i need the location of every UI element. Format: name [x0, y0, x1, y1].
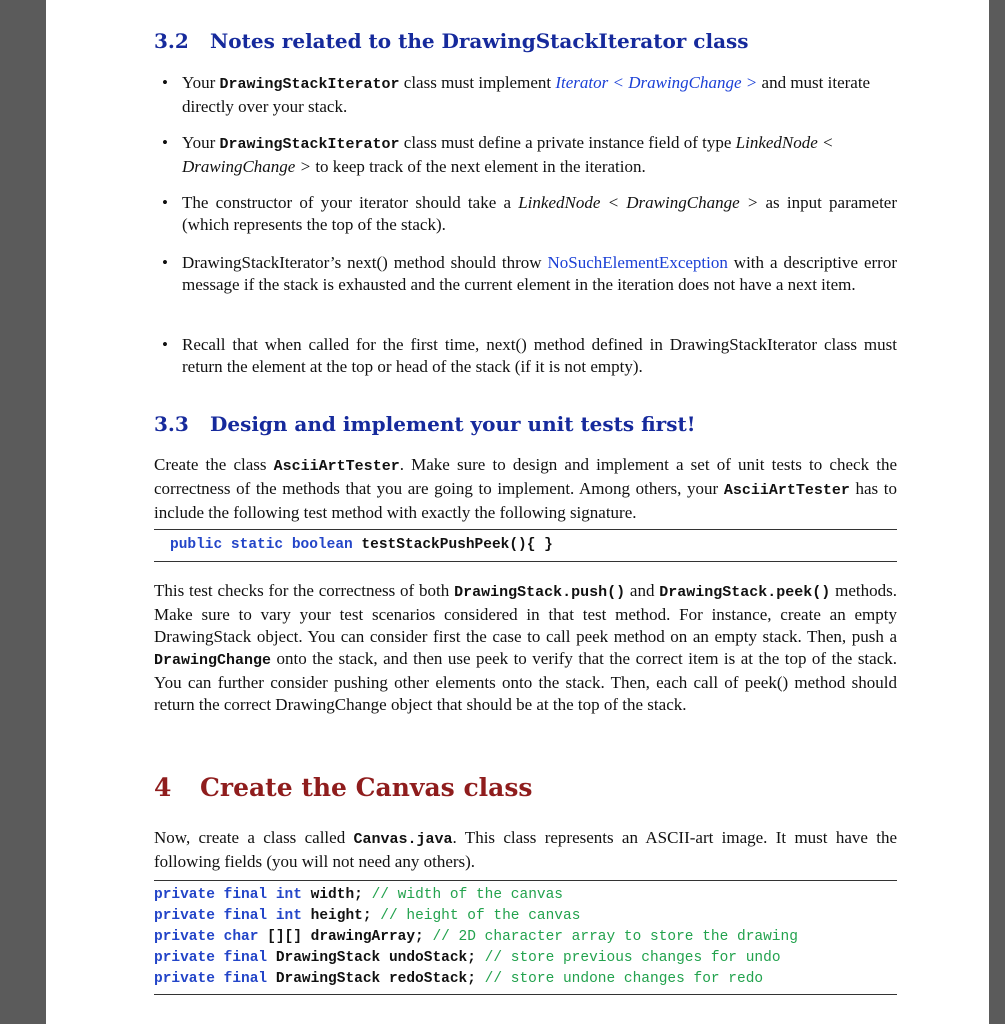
inline-code: DrawingStackIterator	[219, 76, 400, 93]
list-item: • DrawingStackIterator’s next() method should throw NoSuchElementException with a descriptive error message if the stack is exhausted and the current element in the iteration does not have a next item.	[162, 253, 897, 294]
bullet-icon: •	[162, 335, 168, 354]
paragraph: Now, create a class called Canvas.java. This class represents an ASCII-art image. It must have the following fields (you will not need any others).	[154, 828, 897, 871]
inline-code: DrawingStack.push()	[454, 584, 626, 601]
code-rule-bottom	[154, 994, 897, 995]
inline-code: AsciiArtTester	[723, 482, 850, 499]
section-number: 4	[154, 773, 172, 802]
section-title: Notes related to the DrawingStackIterator class	[210, 29, 749, 53]
heading-3-2	[154, 29, 749, 53]
section-number: 3.2	[154, 29, 189, 53]
heading-3-3	[154, 412, 695, 436]
code-comment: // store undone changes for redo	[484, 971, 764, 987]
inline-math: LinkedNode < DrawingChange >	[182, 133, 834, 176]
inline-code: DrawingChange	[154, 652, 272, 669]
inline-code: AsciiArtTester	[273, 458, 400, 475]
code-rule-top	[154, 880, 897, 881]
section-number: 3.3	[154, 412, 189, 436]
bullet-icon: •	[162, 253, 168, 272]
list-item: • Recall that when called for the first time, next() method defined in DrawingStackIterator class must return the element at the top or head of the stack (if it is not empty).	[162, 335, 897, 376]
code-line: private char [][] drawingArray; // 2D character array to store the drawing	[154, 929, 798, 945]
code-line: private final DrawingStack redoStack; // store undone changes for redo	[154, 971, 764, 987]
inline-code: DrawingStack.peek()	[659, 584, 831, 601]
code-comment: // 2D character array to store the drawing	[432, 929, 798, 945]
exception-link[interactable]: NoSuchElementException	[547, 253, 728, 272]
section-title: Design and implement your unit tests first!	[210, 412, 696, 436]
code-comment: // height of the canvas	[380, 908, 581, 924]
code-rule-top	[154, 529, 897, 530]
code-line: private final DrawingStack undoStack; // store previous changes for undo	[154, 950, 781, 966]
list-item: • Your DrawingStackIterator class must define a private instance field of type LinkedNode < DrawingChange > to keep track of the next element in the iteration.	[162, 133, 834, 176]
code-line: private final int width; // width of the canvas	[154, 887, 563, 903]
heading-4	[154, 773, 533, 802]
iterator-link[interactable]: Iterator < DrawingChange >	[555, 73, 758, 92]
inline-math: LinkedNode < DrawingChange >	[518, 193, 759, 212]
list-item: • The constructor of your iterator should take a LinkedNode < DrawingChange > as input parameter (which represents the top of the stack).	[162, 193, 897, 234]
inline-code: Canvas.java	[353, 831, 453, 848]
bullet-icon: •	[162, 133, 168, 152]
paragraph: This test checks for the correctness of both DrawingStack.push() and DrawingStack.peek() methods. Make sure to vary your test scenarios considered in that test method. For instance, create an empty DrawingStack object. You can consider first the case to call peek method on an empty stack. Then, push a DrawingChange onto the stack, and then use peek to verify that the correct item is at the top of the stack. You can further consider pushing other elements onto the stack. Then, each call of peek() method should return the correct DrawingChange object that should be at the top of the stack.	[154, 581, 897, 714]
list-item: • Your DrawingStackIterator class must implement Iterator < DrawingChange > and must iterate directly over your stack.	[162, 73, 871, 116]
code-rule-bottom	[154, 561, 897, 562]
code-comment: // store previous changes for undo	[484, 950, 781, 966]
code-comment: // width of the canvas	[371, 887, 563, 903]
section-title: Create the Canvas class	[200, 773, 533, 802]
code-line: private final int height; // height of the canvas	[154, 908, 581, 924]
bullet-icon: •	[162, 193, 168, 212]
paragraph: Create the class AsciiArtTester. Make sure to design and implement a set of unit tests to check the correctness of the methods that you are going to implement. Among others, your AsciiArtTester has to include the following test method with exactly the following signature.	[154, 455, 897, 522]
inline-code: DrawingStackIterator	[219, 136, 400, 153]
method-signature: public static boolean testStackPushPeek(){ }	[170, 537, 553, 553]
bullet-icon: •	[162, 73, 168, 92]
document-page	[46, 0, 989, 1024]
